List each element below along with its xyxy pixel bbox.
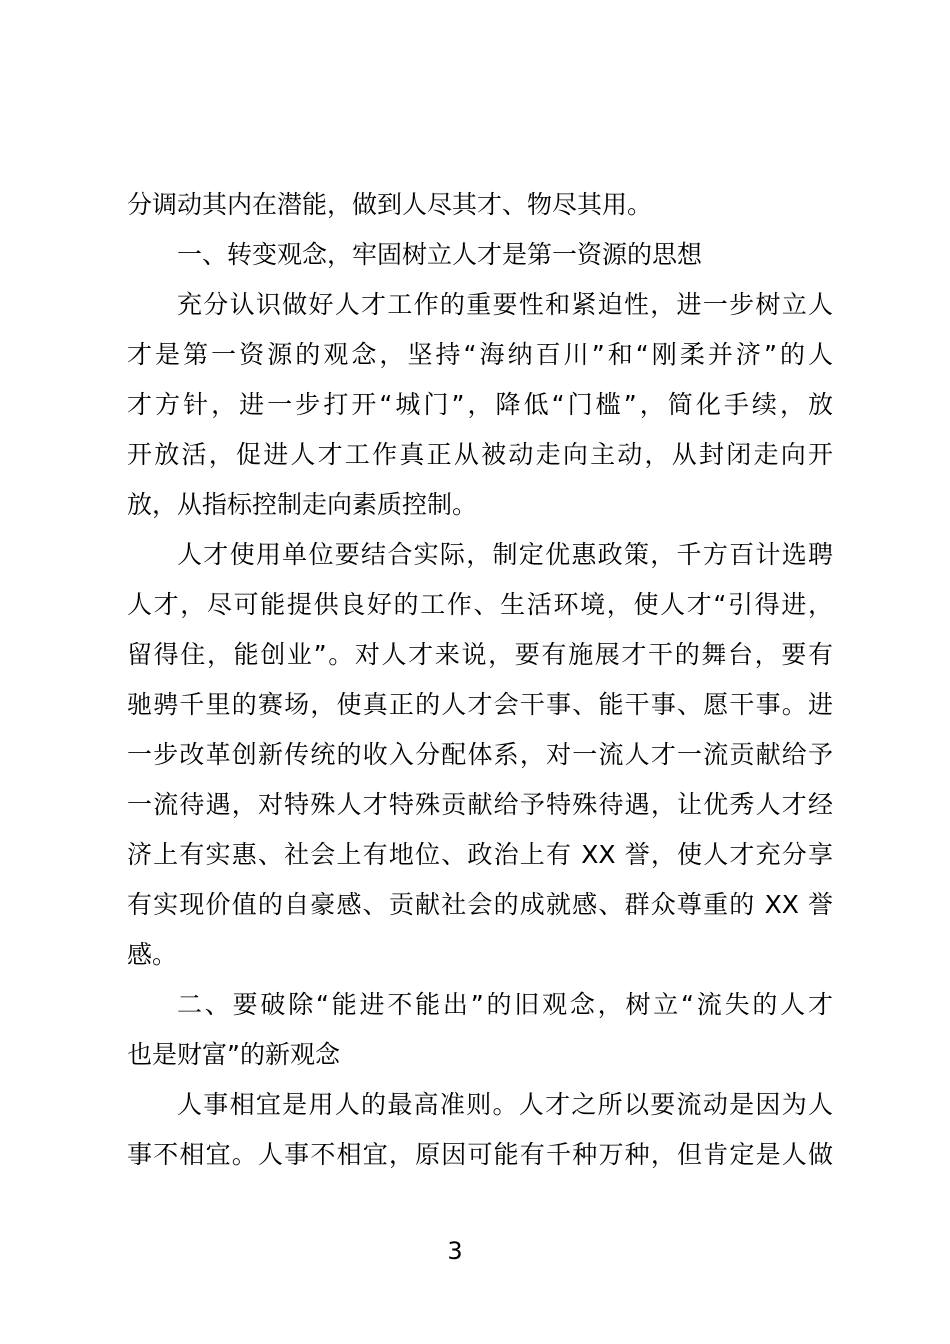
body-text-line: 人事相宜是用人的最高准则。人才之所以要流动是因为人: [177, 1090, 833, 1119]
section-heading-1: 一、转变观念，牢固树立人才是第一资源的思想: [177, 240, 703, 269]
body-text-line: 一步改革创新传统的收入分配体系，对一流人才一流贡献给予: [127, 740, 833, 769]
body-text-line: 事不相宜。人事不相宜，原因可能有千种万种，但肯定是人做: [127, 1140, 833, 1169]
body-text-line: 人才，尽可能提供良好的工作、生活环境，使人才“引得进，: [127, 590, 833, 619]
body-text-line: 济上有实惠、社会上有地位、政治上有 XX 誉，使人才充分享: [127, 840, 833, 869]
section-heading-2-continued: 也是财富”的新观念: [127, 1040, 340, 1069]
body-text-line: 才方针，进一步打开“城门”，降低“门槛”，简化手续，放: [127, 390, 833, 419]
body-text-line: 充分认识做好人才工作的重要性和紧迫性，进一步树立人: [177, 290, 833, 319]
body-text-line: 感。: [127, 940, 178, 969]
body-text-line: 留得住，能创业”。对人才来说，要有施展才干的舞台，要有: [127, 640, 833, 669]
body-text-line: 分调动其内在潜能，做到人尽其才、物尽其用。: [127, 190, 653, 219]
body-text-line: 放，从指标控制走向素质控制。: [127, 490, 478, 519]
body-text-line: 人才使用单位要结合实际，制定优惠政策，千方百计选聘: [177, 540, 833, 569]
page-number: 3: [447, 1237, 463, 1265]
body-text-line: 一流待遇，对特殊人才特殊贡献给予特殊待遇，让优秀人才经: [127, 790, 833, 819]
body-text-line: 开放活，促进人才工作真正从被动走向主动，从封闭走向开: [127, 440, 833, 469]
section-heading-2: 二、要破除“能进不能出”的旧观念，树立“流失的人才: [177, 990, 833, 1019]
body-text-line: 驰骋千里的赛场，使真正的人才会干事、能干事、愿干事。进: [127, 690, 833, 719]
body-text-line: 才是第一资源的观念，坚持“海纳百川”和“刚柔并济”的人: [127, 340, 833, 369]
body-text-line: 有实现价值的自豪感、贡献社会的成就感、群众尊重的 XX 誉: [127, 890, 833, 919]
